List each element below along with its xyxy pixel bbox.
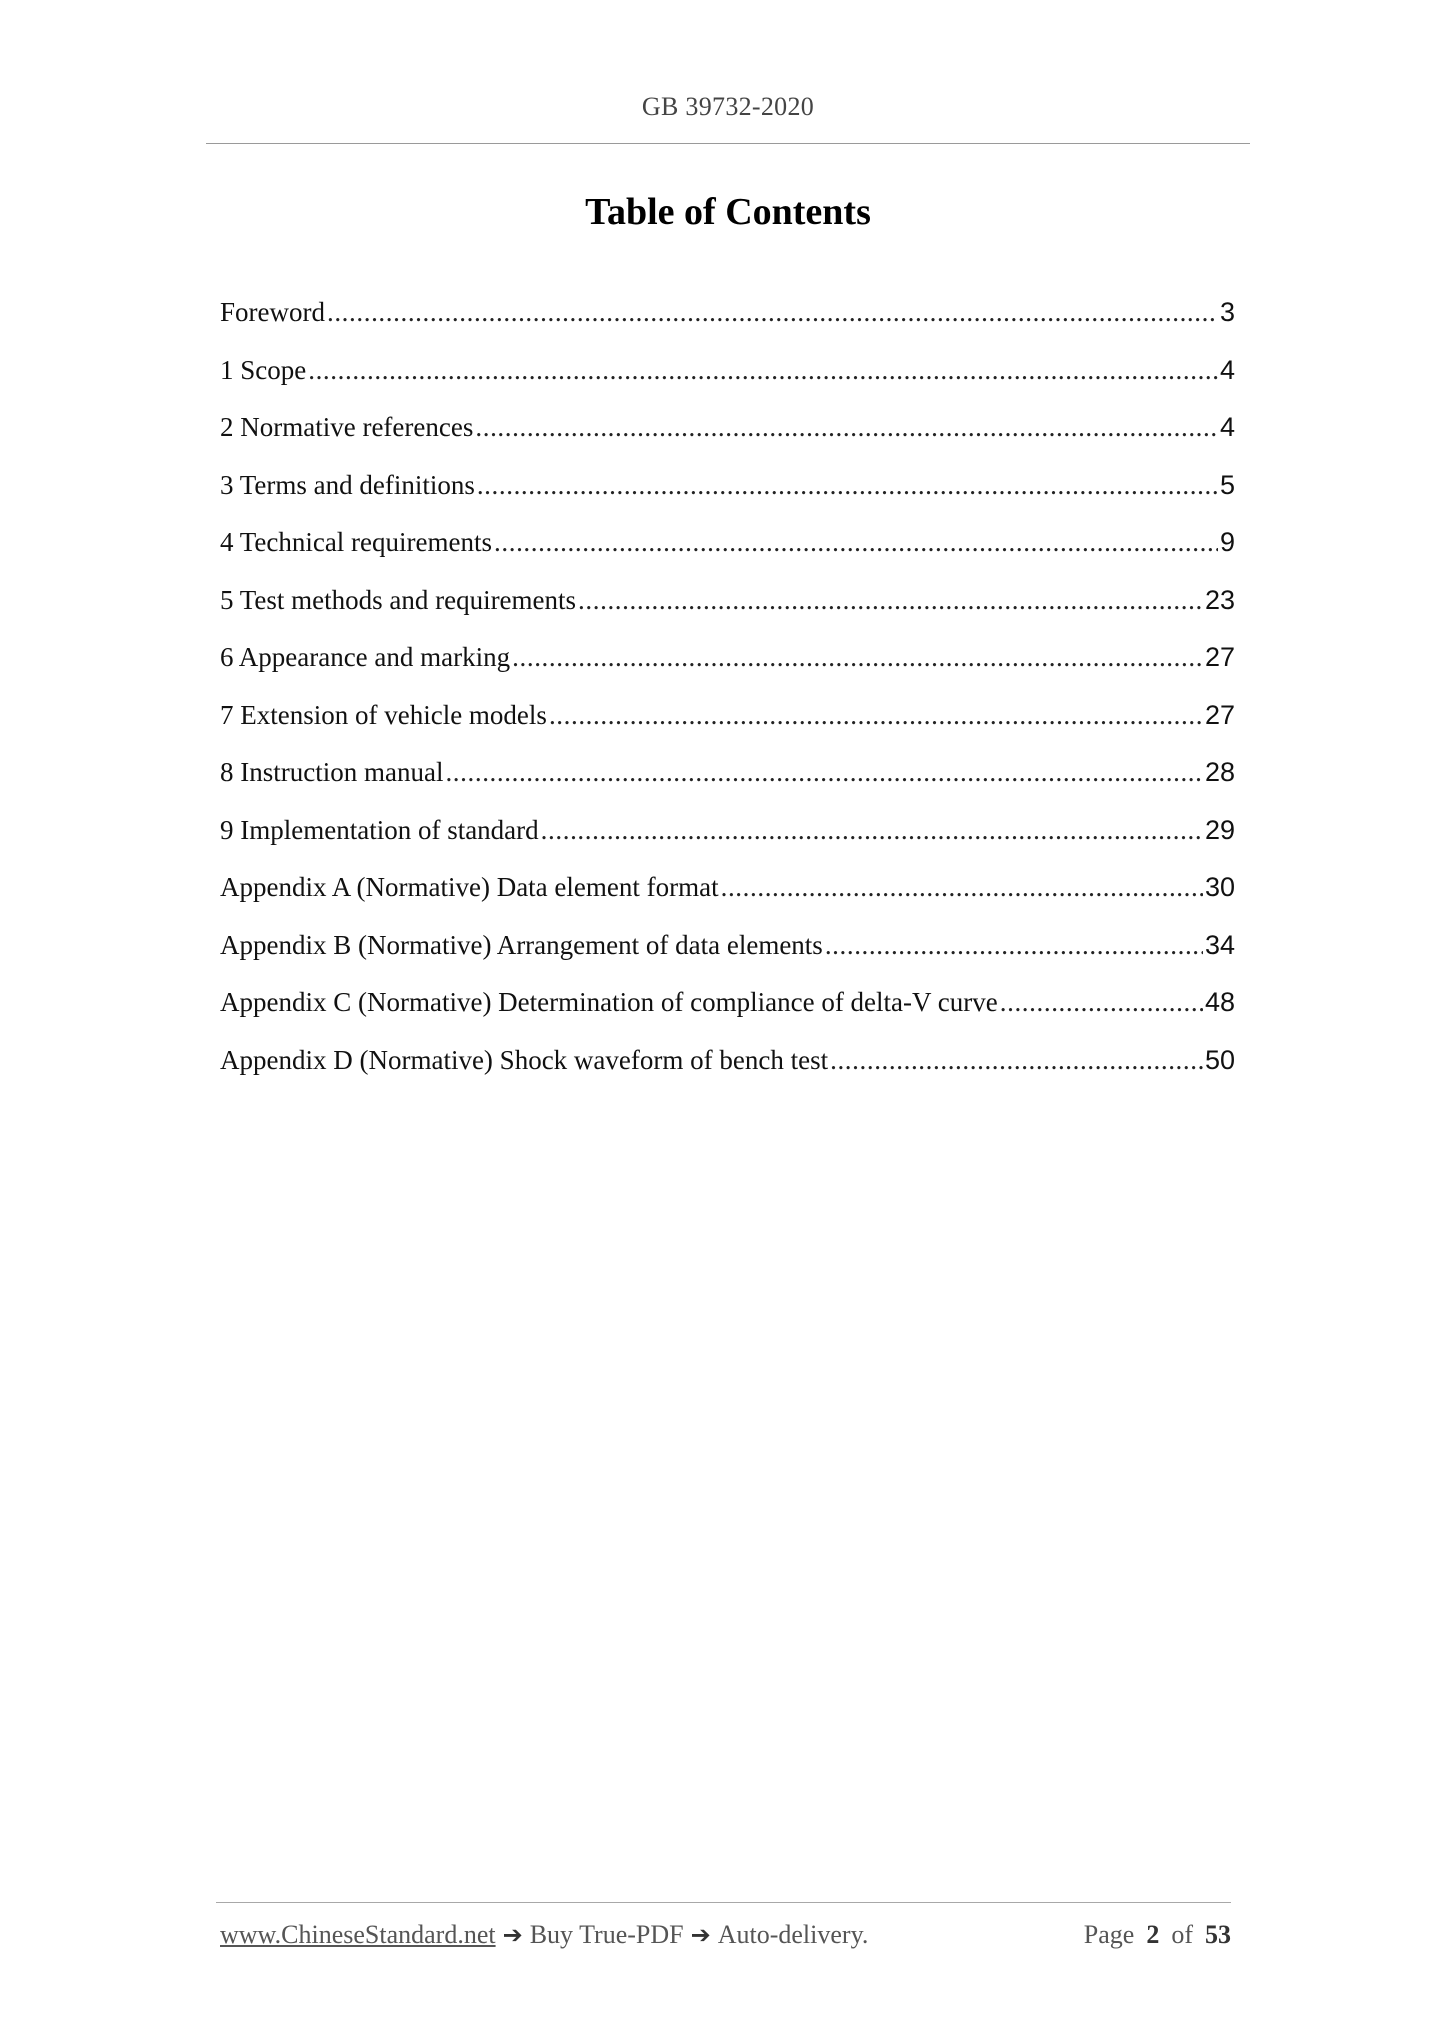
toc-entry-label: 5 Test methods and requirements [220, 584, 577, 615]
toc-entry-label: Appendix B (Normative) Arrangement of data elements [220, 929, 823, 960]
toc-entry-label: Appendix A (Normative) Data element format [220, 872, 719, 902]
toc-dot-leader [494, 527, 1218, 558]
toc-entry-terms-definitions[interactable] [220, 470, 1235, 528]
page-title: Table of Contents [585, 191, 871, 233]
toc-entry-label: 7 Extension of vehicle models [220, 699, 547, 730]
of-label: of [1171, 1920, 1193, 1949]
right-arrow-icon: ➔ [502, 1921, 523, 1949]
toc-entry-label: 1 Scope [220, 354, 307, 385]
toc-entry-appearance-marking[interactable] [220, 642, 1235, 700]
toc-entry-appendix-b[interactable] [220, 930, 1235, 988]
toc-dot-leader [541, 815, 1203, 846]
toc-entry-page: 4 [1219, 354, 1235, 385]
page-footer [220, 1920, 1231, 1950]
toc-entry-page: 28 [1204, 757, 1235, 787]
toc-entry-scope[interactable] [220, 355, 1235, 413]
toc-entry-page: 29 [1204, 814, 1235, 845]
toc-entry-label: 6 Appearance and marking [220, 642, 511, 672]
toc-list [220, 297, 1235, 1102]
toc-entry-implementation[interactable] [220, 815, 1235, 873]
toc-entry-page: 5 [1219, 469, 1235, 500]
toc-entry-label: 3 Terms and definitions [220, 469, 475, 500]
toc-entry-page: 50 [1204, 1044, 1235, 1075]
total-pages-number: 53 [1205, 1920, 1231, 1949]
toc-entry-page: 30 [1204, 872, 1235, 902]
buy-true-pdf-text: Buy True-PDF [529, 1920, 684, 1949]
toc-entry-page: 48 [1204, 987, 1235, 1017]
toc-entry-instruction-manual[interactable] [220, 757, 1235, 815]
toc-dot-leader [578, 585, 1203, 616]
toc-entry-label: 4 Technical requirements [220, 527, 493, 557]
toc-entry-label: Appendix D (Normative) Shock waveform of bench test [220, 1044, 829, 1075]
toc-entry-page: 23 [1204, 584, 1235, 615]
auto-delivery-text: Auto-delivery. [717, 1920, 869, 1949]
toc-entry-test-methods[interactable] [220, 585, 1235, 643]
toc-entry-label: 8 Instruction manual [220, 757, 444, 787]
toc-entry-appendix-a[interactable] [220, 872, 1235, 930]
right-arrow-icon: ➔ [690, 1921, 711, 1949]
toc-dot-leader [477, 470, 1218, 501]
footer-promo [220, 1920, 868, 1950]
toc-entry-technical-requirements[interactable] [220, 527, 1235, 585]
toc-entry-page: 34 [1204, 929, 1235, 960]
toc-entry-page: 27 [1204, 642, 1235, 672]
toc-entry-normative-references[interactable] [220, 412, 1235, 470]
toc-entry-page: 27 [1204, 699, 1235, 730]
page-label: Page [1083, 1920, 1135, 1949]
toc-entry-label: 2 Normative references [220, 412, 474, 442]
toc-entry-label: 9 Implementation of standard [220, 814, 539, 845]
page-counter [1084, 1920, 1231, 1950]
toc-dot-leader [327, 297, 1218, 328]
toc-entry-page: 9 [1219, 527, 1235, 557]
page-header-standard-id: GB 39732-2020 [641, 92, 815, 121]
header-divider [206, 143, 1250, 144]
toc-entry-appendix-d[interactable] [220, 1045, 1235, 1103]
current-page-number: 2 [1146, 1920, 1160, 1949]
website-link[interactable]: www.ChineseStandard.net [220, 1920, 496, 1949]
toc-entry-page: 3 [1219, 297, 1235, 327]
toc-dot-leader [830, 1045, 1203, 1076]
toc-entry-extension-vehicle-models[interactable] [220, 700, 1235, 758]
toc-dot-leader [1000, 987, 1203, 1018]
toc-entry-appendix-c[interactable] [220, 987, 1235, 1045]
toc-dot-leader [549, 700, 1203, 731]
toc-entry-foreword[interactable] [220, 297, 1235, 355]
toc-dot-leader [308, 355, 1218, 386]
toc-dot-leader [512, 642, 1203, 673]
toc-dot-leader [825, 930, 1203, 961]
footer-divider [216, 1902, 1231, 1903]
toc-dot-leader [721, 872, 1203, 903]
toc-entry-page: 4 [1219, 412, 1235, 442]
toc-entry-label: Appendix C (Normative) Determination of compliance of delta-V curve [220, 987, 998, 1017]
toc-entry-label: Foreword [220, 297, 325, 327]
toc-dot-leader [445, 757, 1203, 788]
toc-dot-leader [475, 412, 1218, 443]
